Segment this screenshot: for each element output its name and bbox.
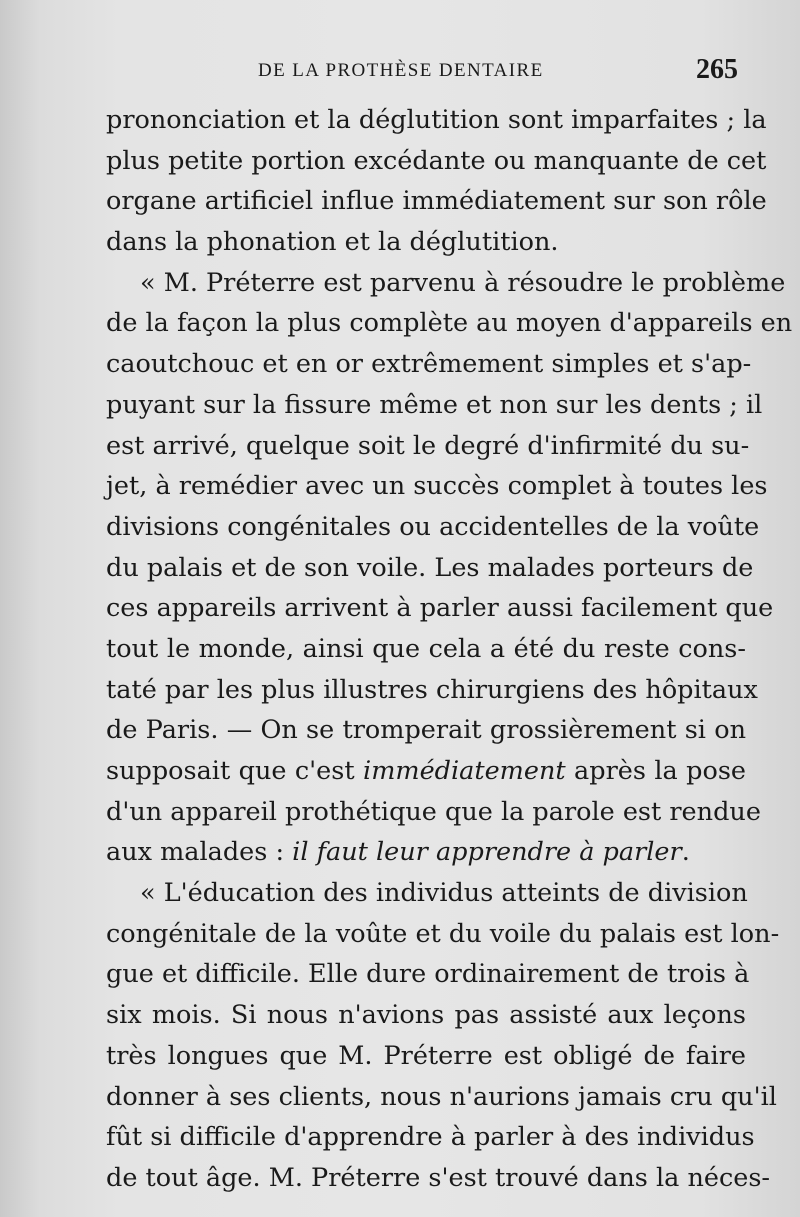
text-line: de Paris. — On se tromperait grossièrement si on — [106, 715, 746, 746]
text-line: de la façon la plus complète au moyen d'appareils en — [106, 308, 793, 339]
italic-segment: immédiatement — [363, 756, 566, 786]
body-text — [106, 100, 793, 1199]
text-line: congénitale de la voûte et du voile du palais est lon- — [106, 918, 780, 949]
italic-segment: il faut leur apprendre à parler — [292, 837, 682, 868]
text-line: plus petite portion excédante ou manquante de cet — [106, 145, 767, 176]
page-number: 265 — [696, 54, 738, 85]
text-line: six mois. Si nous n'avions pas assisté aux leçons — [106, 1000, 746, 1031]
text-line: très longues que M. Préterre est obligé de faire — [106, 1040, 746, 1071]
text-line: organe artificiel influe immédiatement sur son rôle — [106, 186, 767, 217]
text-line: jet, à remédier avec un succès complet à toutes les — [106, 471, 768, 502]
text-segment: . — [681, 837, 690, 868]
text-line: dans la phonation et la déglutition. — [106, 227, 559, 258]
text-line: du palais et de son voile. Les malades porteurs de — [106, 552, 754, 583]
text-line: est arrivé, quelque soit le degré d'infirmité du su- — [106, 430, 750, 461]
text-line: de tout âge. M. Préterre s'est trouvé dans la néces- — [106, 1162, 771, 1193]
text-segment: aux malades : — [106, 837, 293, 868]
text-segment: supposait que c'est — [106, 756, 364, 786]
text-line: « L'éducation des individus atteints de division — [140, 878, 748, 909]
text-line: d'un appareil prothétique que la parole est rendue — [106, 796, 761, 827]
text-line: fût si difficile d'apprendre à parler à des individus — [106, 1122, 755, 1153]
text-line: prononciation et la déglutition sont imparfaites ; la — [106, 105, 767, 135]
text-line: donner à ses clients, nous n'aurions jamais cru qu'il — [106, 1081, 777, 1112]
text-line: divisions congénitales ou accidentelles de la voûte — [106, 511, 760, 542]
text-line: tout le monde, ainsi que cela a été du reste cons- — [106, 633, 746, 664]
text-line — [106, 751, 746, 792]
text-segment: après la pose — [565, 756, 747, 786]
text-line: taté par les plus illustres chirurgiens des hôpitaux — [106, 674, 758, 705]
text-line: puyant sur la fissure même et non sur les dents ; il — [106, 389, 763, 420]
text-line: caoutchouc et en or extrêmement simples et s'ap- — [106, 349, 752, 380]
running-header — [258, 54, 744, 88]
text-line — [106, 832, 746, 873]
text-line: « M. Préterre est parvenu à résoudre le problème — [140, 267, 786, 298]
text-line: gue et difficile. Elle dure ordinairement de trois à — [106, 959, 750, 990]
text-line: ces appareils arrivent à parler aussi facilement que — [106, 593, 774, 624]
running-title: DE LA PROTHÈSE DENTAIRE — [258, 60, 544, 81]
